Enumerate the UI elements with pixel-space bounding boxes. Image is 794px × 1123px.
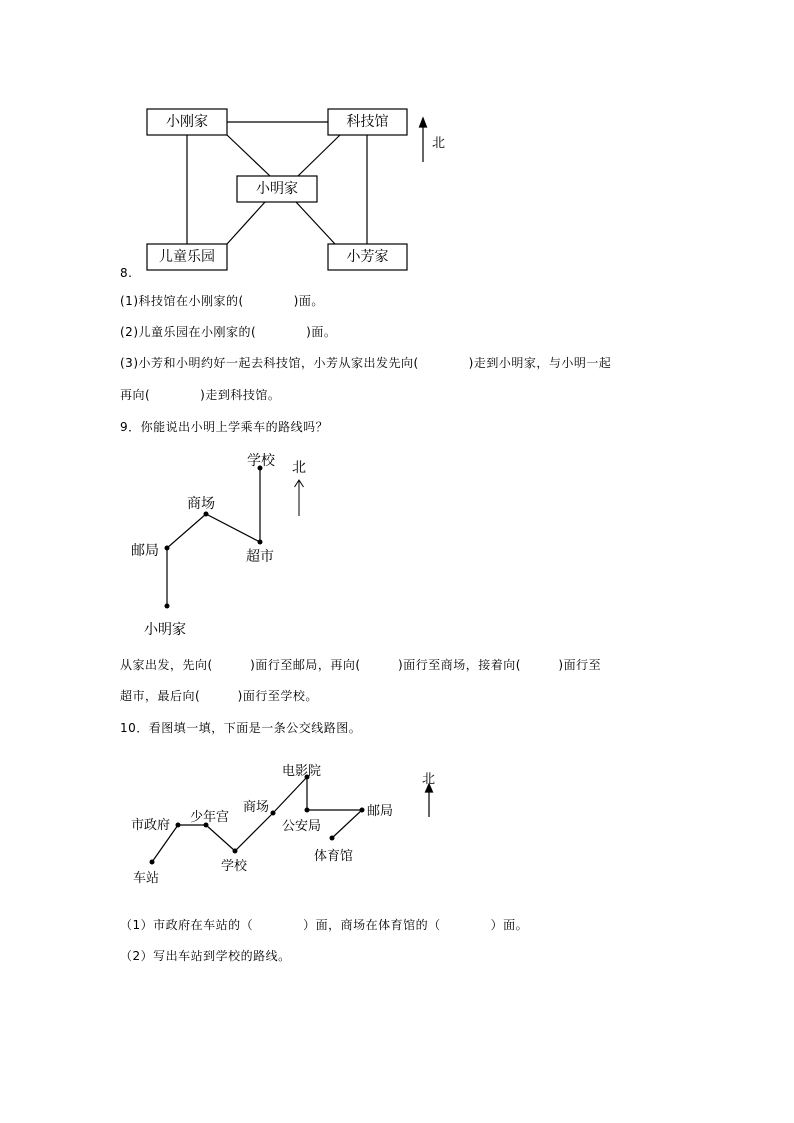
q8-line-1: (1)科技馆在小刚家的( )面。 [120, 294, 324, 308]
q9-route [167, 468, 260, 606]
q10-title: 10．看图填一填，下面是一条公交线路图。 [120, 721, 362, 735]
q10-label-station: 车站 [133, 871, 160, 886]
q10-north-label: 北 [422, 772, 436, 787]
q9-label-market: 超市 [246, 549, 274, 565]
q10-label-mall: 商场 [243, 800, 270, 815]
box-label-ertong: 儿童乐园 [159, 249, 215, 265]
q9-label-post: 邮局 [131, 543, 159, 559]
q10-label-police: 公安局 [282, 819, 322, 834]
line-kejiguan-xiaoming [298, 135, 340, 176]
q9-label-home: 小明家 [144, 622, 186, 638]
q9-label-mall: 商场 [187, 496, 215, 512]
q10-north-arrow [426, 784, 433, 817]
box-label-xiaofang: 小芳家 [346, 249, 389, 265]
q10-label-youth: 少年宫 [190, 810, 230, 825]
q8-line-2: (2)儿童乐园在小刚家的( )面。 [120, 325, 337, 339]
box-label-xiaoming: 小明家 [256, 181, 298, 197]
q10-label-cinema: 电影院 [282, 764, 322, 779]
q10-line-2: （2）写出车站到学校的路线。 [120, 949, 291, 963]
line-xiaogang-xiaoming [227, 135, 270, 176]
q10-line-1: （1）市政府在车站的（ ）面，商场在体育馆的（ ）面。 [120, 918, 529, 932]
box-label-kejiguan: 科技馆 [346, 114, 389, 130]
q8-north-label: 北 [432, 136, 446, 151]
q9-line-1: 从家出发，先向( )面行至邮局，再向( )面行至商场，接着向( )面行至 [120, 658, 602, 672]
box-label-xiaogang: 小刚家 [166, 114, 208, 130]
q9-label-school: 学校 [247, 453, 275, 469]
q8-number: 8. [120, 266, 133, 280]
q9-title: 9．你能说出小明上学乘车的路线吗？ [120, 420, 329, 434]
q8-north-arrow [420, 118, 427, 162]
q8-line-3: (3)小芳和小明约好一起去科技馆，小芳从家出发先向( )走到小明家，与小明一起 [120, 356, 612, 370]
line-xiaoming-xiaofang [296, 202, 335, 244]
q9-north-label: 北 [292, 460, 306, 476]
line-xiaoming-ertong [227, 202, 265, 244]
q8-line-4: 再向( )走到科技馆。 [120, 388, 281, 402]
q10-label-post: 邮局 [367, 804, 394, 819]
q9-north-arrow [295, 480, 304, 516]
q10-label-city-hall: 市政府 [131, 818, 171, 833]
q10-label-school: 学校 [221, 859, 248, 874]
q10-label-gym: 体育馆 [314, 849, 354, 864]
q9-line-2: 超市，最后向( )面行至学校。 [120, 689, 318, 703]
